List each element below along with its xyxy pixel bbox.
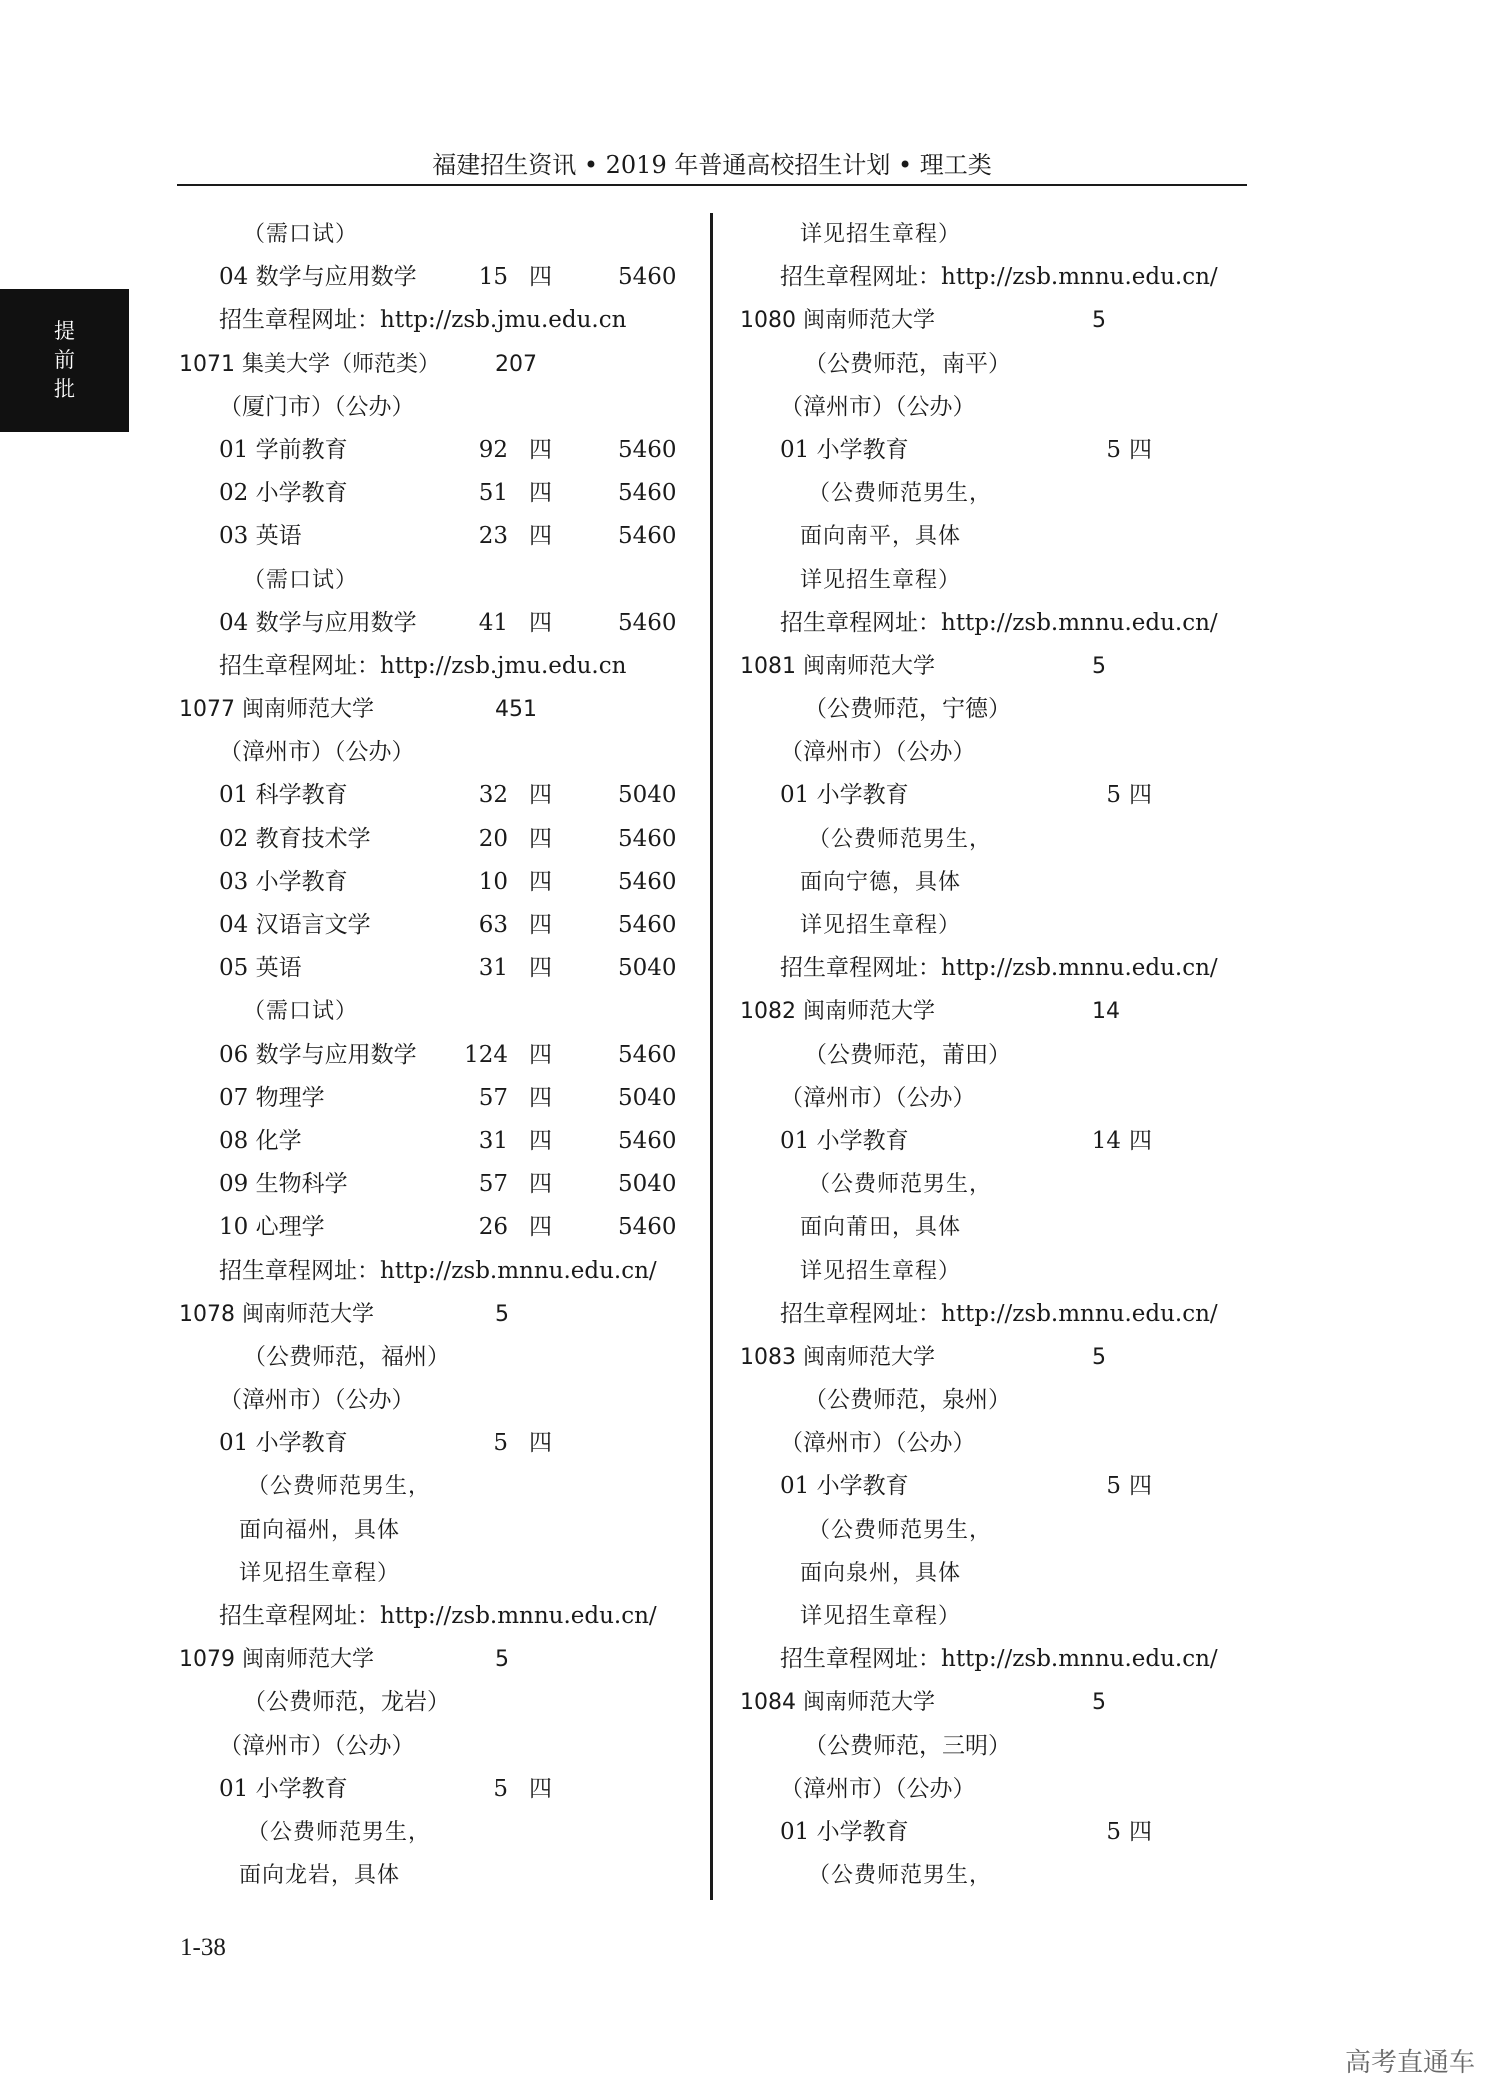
note-text: （公费师范男生， (247, 1474, 432, 1500)
school-line (177, 688, 737, 731)
school-line (738, 1336, 1298, 1379)
plan-count: 5 (1092, 653, 1106, 679)
school-name: 1071 集美大学（师范类） (179, 351, 440, 377)
major-line (177, 1034, 737, 1077)
charter-url: 招生章程网址：http://zsb.mnnu.edu.cn/ (219, 1603, 657, 1629)
study-length: 四 (529, 1430, 552, 1457)
plan-count: 207 (495, 351, 537, 377)
plan-count: 31 (478, 955, 508, 982)
loc-line (177, 731, 737, 774)
school-name: 1078 闽南师范大学 (179, 1301, 374, 1327)
plan-count: 5 (1106, 782, 1121, 809)
plan-count: 451 (495, 697, 537, 723)
plan-count: 10 (478, 868, 508, 895)
major-line (738, 1811, 1298, 1854)
plan-count: 14 (1091, 1127, 1121, 1154)
url-line (738, 602, 1298, 645)
plan-count: 41 (478, 609, 508, 636)
major-name: 04 数学与应用数学 (219, 609, 417, 636)
school-name: 1079 闽南师范大学 (179, 1647, 374, 1673)
major-line (177, 818, 737, 861)
loc-line (738, 1768, 1298, 1811)
note-line (177, 1465, 737, 1508)
school-subtitle: （公费师范，宁德） (804, 696, 1011, 723)
location-label: （漳州市）（公办） (780, 1084, 976, 1111)
study-length: 四 (529, 436, 552, 463)
location-label: （漳州市）（公办） (780, 1430, 976, 1457)
tuition-fee: 5040 (618, 955, 677, 982)
note-line (738, 559, 1298, 602)
school-name: 1084 闽南师范大学 (740, 1690, 935, 1716)
tuition-fee: 5460 (618, 480, 677, 507)
school-subtitle: （公费师范，南平） (804, 350, 1011, 377)
school-subtitle: （公费师范，莆田） (804, 1041, 1011, 1068)
study-length: 四 (529, 868, 552, 895)
school-line (738, 299, 1298, 342)
plan-count: 32 (478, 782, 508, 809)
plan-count: 51 (478, 480, 508, 507)
plan-count: 5 (1092, 1344, 1106, 1370)
plan-count: 5 (1106, 1473, 1121, 1500)
subtitle-line (738, 1725, 1298, 1768)
url-line (177, 299, 737, 342)
school-subtitle: （公费师范，龙岩） (243, 1689, 450, 1716)
note-text: （需口试） (243, 567, 359, 593)
school-name: 1077 闽南师范大学 (179, 697, 374, 723)
loc-line (738, 1077, 1298, 1120)
plan-count: 5 (493, 1775, 508, 1802)
study-length: 四 (529, 825, 552, 852)
major-line (738, 1465, 1298, 1508)
study-length: 四 (529, 264, 552, 291)
subtitle-line (738, 1379, 1298, 1422)
major-line (177, 515, 737, 558)
major-name: 01 科学教育 (219, 782, 348, 809)
major-name: 01 小学教育 (780, 436, 909, 463)
note-line (177, 1509, 737, 1552)
major-name: 01 小学教育 (780, 1818, 909, 1845)
school-name: 1080 闽南师范大学 (740, 308, 935, 334)
plan-count: 5 (1092, 308, 1106, 334)
note-text: 面向福州，具体 (239, 1517, 401, 1543)
plan-count: 5 (1106, 436, 1121, 463)
charter-url: 招生章程网址：http://zsb.mnnu.edu.cn/ (780, 1300, 1218, 1327)
school-line (177, 1293, 737, 1336)
study-length: 四 (529, 1214, 552, 1241)
major-name: 03 英语 (219, 523, 302, 550)
note-text: （需口试） (243, 222, 359, 247)
major-line (177, 1422, 737, 1465)
note-line (738, 861, 1298, 904)
major-line (177, 904, 737, 947)
major-line (177, 1077, 737, 1120)
plan-count: 57 (478, 1084, 508, 1111)
url-line (738, 947, 1298, 990)
note-line (738, 818, 1298, 861)
major-name: 09 生物科学 (219, 1171, 348, 1198)
note-text: （公费师范男生， (808, 1863, 993, 1889)
major-name: 05 英语 (219, 955, 302, 982)
right-column (738, 213, 1298, 1897)
major-name: 10 心理学 (219, 1214, 325, 1241)
note-text: 详见招生章程） (800, 1258, 962, 1284)
note-line (177, 1552, 737, 1595)
url-line (738, 1293, 1298, 1336)
plan-count: 92 (478, 436, 508, 463)
note-text: （公费师范男生， (808, 1172, 993, 1198)
section-tab-char: 批 (54, 377, 75, 401)
charter-url: 招生章程网址：http://zsb.mnnu.edu.cn/ (219, 1257, 657, 1284)
major-name: 08 化学 (219, 1127, 302, 1154)
section-tab-char: 前 (54, 348, 75, 372)
url-line (738, 1638, 1298, 1681)
note-line (738, 515, 1298, 558)
study-length: 四 (529, 1775, 552, 1802)
school-line (177, 1638, 737, 1681)
loc-line (738, 731, 1298, 774)
major-line (177, 947, 737, 990)
note-line (177, 559, 737, 602)
subtitle-line (177, 1681, 737, 1724)
note-line (738, 213, 1298, 256)
plan-count: 20 (478, 825, 508, 852)
tuition-fee: 5040 (618, 782, 677, 809)
plan-count: 5 (495, 1301, 509, 1327)
plan-count: 31 (478, 1127, 508, 1154)
note-line (738, 1595, 1298, 1638)
plan-count: 5 (1106, 1818, 1121, 1845)
location-label: （漳州市）（公办） (780, 393, 976, 420)
url-line (177, 1595, 737, 1638)
tuition-fee: 5460 (618, 523, 677, 550)
study-length: 四 (1129, 436, 1152, 463)
watermark: 高考直通车 (1345, 2048, 1476, 2078)
tuition-fee: 5460 (618, 609, 677, 636)
tuition-fee: 5460 (618, 868, 677, 895)
page-number: 1-38 (180, 1934, 226, 1961)
note-text: 详见招生章程） (239, 1560, 401, 1586)
loc-line (738, 1422, 1298, 1465)
major-name: 02 小学教育 (219, 480, 348, 507)
left-column (177, 213, 737, 1897)
plan-count: 15 (478, 264, 508, 291)
note-line (738, 1163, 1298, 1206)
charter-url: 招生章程网址：http://zsb.mnnu.edu.cn/ (780, 1646, 1218, 1673)
charter-url: 招生章程网址：http://zsb.mnnu.edu.cn/ (780, 264, 1218, 291)
study-length: 四 (1129, 1473, 1152, 1500)
plan-count: 5 (493, 1430, 508, 1457)
note-text: 详见招生章程） (800, 567, 962, 593)
major-line (177, 774, 737, 817)
note-text: 面向宁德，具体 (800, 869, 962, 895)
study-length: 四 (1129, 1818, 1152, 1845)
note-text: （需口试） (243, 999, 359, 1025)
note-line (738, 1509, 1298, 1552)
tuition-fee: 5460 (618, 436, 677, 463)
note-text: 详见招生章程） (800, 913, 962, 938)
major-line (177, 1206, 737, 1249)
note-text: 面向泉州，具体 (800, 1560, 962, 1586)
major-line (177, 1163, 737, 1206)
study-length: 四 (529, 1041, 552, 1068)
section-tab-char: 提 (54, 319, 75, 343)
tuition-fee: 5460 (618, 825, 677, 852)
plan-count: 26 (478, 1214, 508, 1241)
major-name: 07 物理学 (219, 1084, 325, 1111)
study-length: 四 (529, 1171, 552, 1198)
major-name: 01 小学教育 (780, 1127, 909, 1154)
study-length: 四 (529, 782, 552, 809)
subtitle-line (738, 1034, 1298, 1077)
major-name: 04 汉语言文学 (219, 912, 371, 938)
note-line (738, 1552, 1298, 1595)
note-line (738, 1250, 1298, 1293)
location-label: （漳州市）（公办） (780, 1775, 976, 1802)
major-line (177, 429, 737, 472)
major-name: 06 数学与应用数学 (219, 1041, 417, 1068)
major-name: 01 小学教育 (219, 1775, 348, 1802)
school-subtitle: （公费师范，福州） (243, 1343, 450, 1370)
major-name: 01 小学教育 (780, 1473, 909, 1500)
school-subtitle: （公费师范，三明） (804, 1732, 1011, 1759)
plan-count: 5 (495, 1647, 509, 1673)
major-line (738, 1120, 1298, 1163)
charter-url: 招生章程网址：http://zsb.jmu.edu.cn (219, 307, 627, 334)
major-line (177, 472, 737, 515)
note-line (177, 1811, 737, 1854)
study-length: 四 (529, 955, 552, 982)
note-line (738, 904, 1298, 947)
page-header: 福建招生资讯 • 2019 年普通高校招生计划 • 理工类 (432, 151, 992, 179)
study-length: 四 (529, 609, 552, 636)
major-name: 03 小学教育 (219, 868, 348, 895)
column-divider (710, 213, 713, 1900)
plan-count: 14 (1092, 999, 1120, 1025)
note-line (177, 1854, 737, 1897)
url-line (177, 645, 737, 688)
study-length: 四 (1129, 782, 1152, 809)
plan-count: 5 (1092, 1690, 1106, 1716)
school-line (738, 645, 1298, 688)
plan-count: 63 (478, 912, 508, 938)
study-length: 四 (529, 523, 552, 550)
note-line (738, 1854, 1298, 1897)
study-length: 四 (529, 912, 552, 938)
major-line (177, 1120, 737, 1163)
charter-url: 招生章程网址：http://zsb.jmu.edu.cn (219, 652, 627, 679)
charter-url: 招生章程网址：http://zsb.mnnu.edu.cn/ (780, 609, 1218, 636)
major-line (177, 861, 737, 904)
location-label: （漳州市）（公办） (219, 739, 415, 766)
note-line (738, 472, 1298, 515)
url-line (738, 256, 1298, 299)
note-text: 详见招生章程） (800, 1604, 962, 1629)
tuition-fee: 5460 (618, 1127, 677, 1154)
section-tab (0, 289, 129, 432)
major-line (738, 774, 1298, 817)
note-line (738, 1206, 1298, 1249)
subtitle-line (738, 688, 1298, 731)
major-name: 01 学前教育 (219, 436, 348, 463)
loc-line (177, 1725, 737, 1768)
tuition-fee: 5040 (618, 1084, 677, 1111)
loc-line (738, 386, 1298, 429)
note-line (177, 213, 737, 256)
note-text: （公费师范男生， (247, 1819, 432, 1845)
study-length: 四 (529, 480, 552, 507)
major-name: 02 教育技术学 (219, 825, 371, 852)
note-text: 面向龙岩，具体 (239, 1863, 401, 1889)
major-line (738, 429, 1298, 472)
school-name: 1081 闽南师范大学 (740, 653, 935, 679)
tuition-fee: 5040 (618, 1171, 677, 1198)
plan-count: 124 (464, 1041, 508, 1068)
major-name: 01 小学教育 (219, 1430, 348, 1457)
tuition-fee: 5460 (618, 264, 677, 291)
loc-line (177, 386, 737, 429)
major-name: 04 数学与应用数学 (219, 264, 417, 291)
tuition-fee: 5460 (618, 912, 677, 938)
school-name: 1083 闽南师范大学 (740, 1344, 935, 1370)
plan-count: 57 (478, 1171, 508, 1198)
major-name: 01 小学教育 (780, 782, 909, 809)
school-line (738, 1681, 1298, 1724)
note-text: 详见招生章程） (800, 222, 962, 247)
major-line (177, 602, 737, 645)
note-text: 面向莆田，具体 (800, 1215, 962, 1241)
major-line (177, 1768, 737, 1811)
school-subtitle: （公费师范，泉州） (804, 1387, 1011, 1414)
tuition-fee: 5460 (618, 1041, 677, 1068)
location-label: （漳州市）（公办） (219, 1387, 415, 1414)
note-line (177, 990, 737, 1033)
location-label: （厦门市）（公办） (219, 393, 415, 420)
location-label: （漳州市）（公办） (219, 1732, 415, 1759)
note-text: 面向南平，具体 (800, 524, 962, 550)
note-text: （公费师范男生， (808, 826, 993, 852)
school-name: 1082 闽南师范大学 (740, 999, 935, 1025)
location-label: （漳州市）（公办） (780, 739, 976, 766)
loc-line (177, 1379, 737, 1422)
major-line (177, 256, 737, 299)
note-text: （公费师范男生， (808, 1517, 993, 1543)
subtitle-line (738, 343, 1298, 386)
study-length: 四 (529, 1127, 552, 1154)
plan-count: 23 (478, 523, 508, 550)
subtitle-line (177, 1336, 737, 1379)
tuition-fee: 5460 (618, 1214, 677, 1241)
school-line (177, 343, 737, 386)
header-rule (177, 184, 1247, 186)
study-length: 四 (529, 1084, 552, 1111)
note-text: （公费师范男生， (808, 481, 993, 507)
charter-url: 招生章程网址：http://zsb.mnnu.edu.cn/ (780, 955, 1218, 982)
study-length: 四 (1129, 1127, 1152, 1154)
url-line (177, 1250, 737, 1293)
school-line (738, 990, 1298, 1033)
